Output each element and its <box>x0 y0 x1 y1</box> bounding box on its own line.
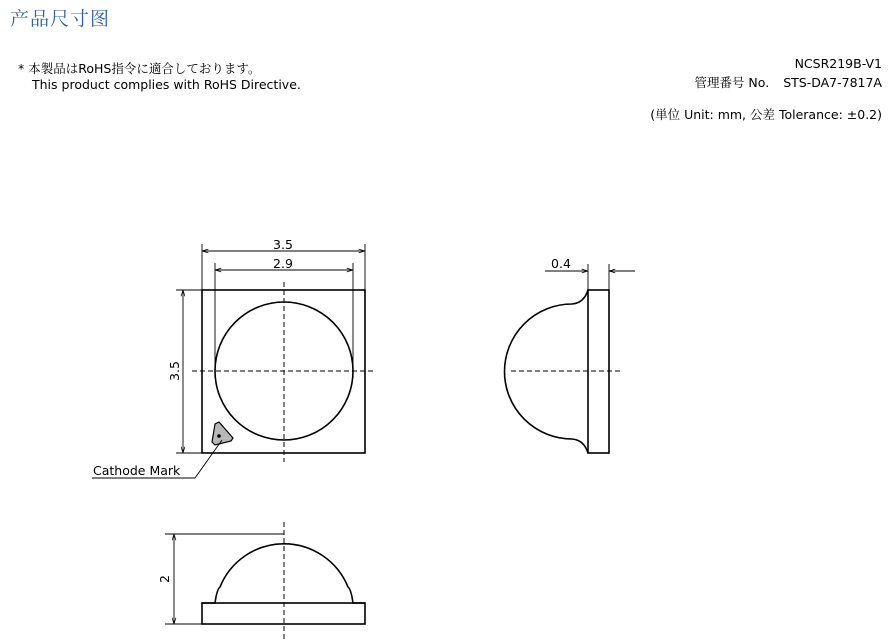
unit-tolerance: (単位 Unit: mm, 公差 Tolerance: ±0.2) <box>650 107 882 122</box>
dim-total-height-label: 2 <box>157 575 172 583</box>
cathode-mark-dot <box>217 434 221 438</box>
management-number: STS-DA7-7817A <box>783 75 882 90</box>
page-title: 产品尺寸图 <box>10 8 111 30</box>
rohs-text-en: This product complies with RoHS Directive. <box>32 77 301 92</box>
dim-lens-diameter-label: 2.9 <box>273 256 293 271</box>
model-number: NCSR219B-V1 <box>794 56 882 71</box>
management-number-label: 管理番号 No. <box>694 75 770 90</box>
dim-substrate-thickness-label: 0.4 <box>551 256 571 271</box>
asterisk: * <box>18 61 25 76</box>
dim-package-width-label: 3.5 <box>273 237 293 252</box>
dim-package-height-label: 3.5 <box>167 361 182 381</box>
rohs-text-ja: 本製品はRoHS指令に適合しております。 <box>28 61 261 76</box>
cathode-mark-label: Cathode Mark <box>93 463 181 478</box>
front-view <box>202 522 365 641</box>
cathode-mark-icon <box>212 422 233 445</box>
side-view <box>505 290 621 453</box>
top-view <box>192 282 375 462</box>
